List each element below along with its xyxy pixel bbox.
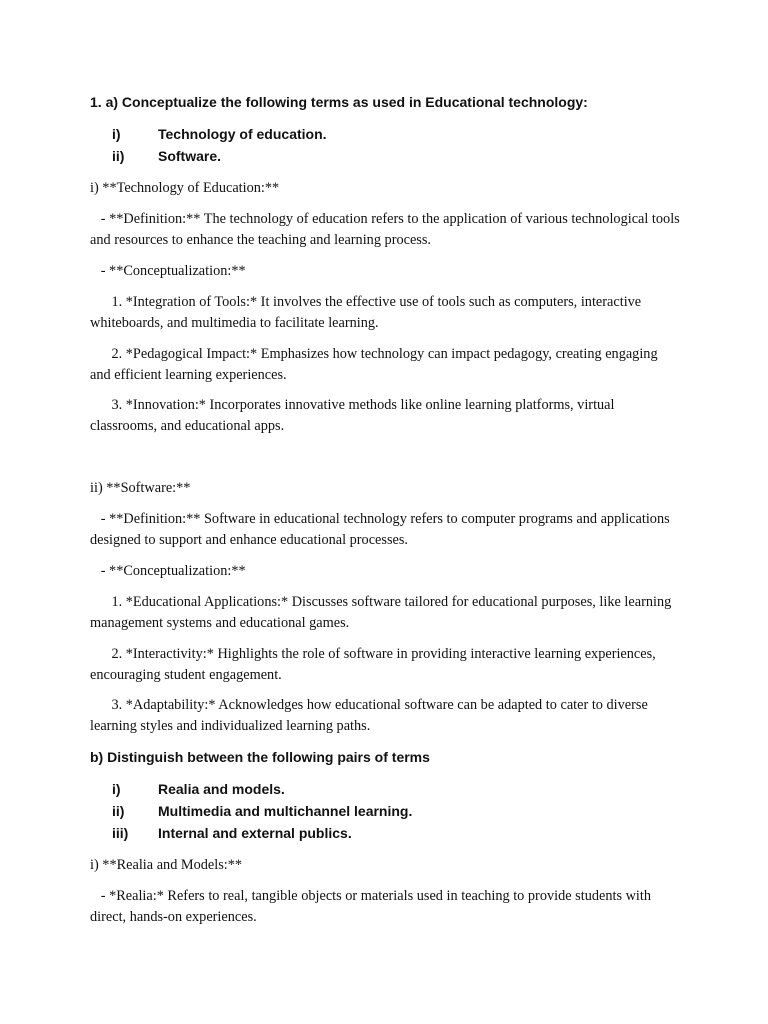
q1-item-2-number: ii) [112,148,125,164]
tech-ed-concept-label: - **Conceptualization:** [90,263,246,279]
software-point-3: 3. *Adaptability:* Acknowledges how educational software can be adapted to cater to diverse learning styles and individualized learning paths. [90,697,652,734]
realia-title: i) **Realia and Models:** [90,857,243,873]
qb-item-1-number: i) [112,781,121,797]
software-point-2: 2. *Interactivity:* Highlights the role of software in providing interactive learning experiences, encouraging student engagement. [90,646,660,683]
qb-item-2-number: ii) [112,803,125,819]
qb-item-3-number: iii) [112,825,129,841]
qb-item-1-text: Realia and models. [158,781,285,797]
tech-ed-title: i) **Technology of Education:** [90,180,280,196]
software-point-1: 1. *Educational Applications:* Discusses software tailored for educational purposes, like learning management systems and educational games. [90,594,675,631]
qb-item-3-text: Internal and external publics. [158,825,352,841]
software-concept-label: - **Conceptualization:** [90,563,246,579]
q1-item-1-number: i) [112,126,121,142]
tech-ed-point-2: 2. *Pedagogical Impact:* Emphasizes how technology can impact pedagogy, creating engaging and efficient learning experiences. [90,346,662,383]
realia-definition: - *Realia:* Refers to real, tangible objects or materials used in teaching to provide students with direct, hands-on experiences. [90,888,655,925]
tech-ed-point-3: 3. *Innovation:* Incorporates innovative methods like online learning platforms, virtual classrooms, and educational apps. [90,397,619,434]
software-title: ii) **Software:** [90,480,191,496]
q1-item-1-text: Technology of education. [158,126,327,142]
question-1a-heading: 1. a) Conceptualize the following terms as used in Educational technology: [90,94,588,110]
q1-item-2-text: Software. [158,148,222,164]
software-definition: - **Definition:** Software in educational technology refers to computer programs and applications designed to support and enhance educational processes. [90,511,674,548]
tech-ed-point-1: 1. *Integration of Tools:* It involves the effective use of tools such as computers, interactive whiteboards, and multimedia to facilitate learning. [90,294,645,331]
qb-item-2-text: Multimedia and multichannel learning. [158,803,413,819]
question-b-heading: b) Distinguish between the following pairs of terms [90,749,430,765]
tech-ed-definition: - **Definition:** The technology of education refers to the application of various technological tools and resources to enhance the teaching and learning process. [90,211,684,248]
